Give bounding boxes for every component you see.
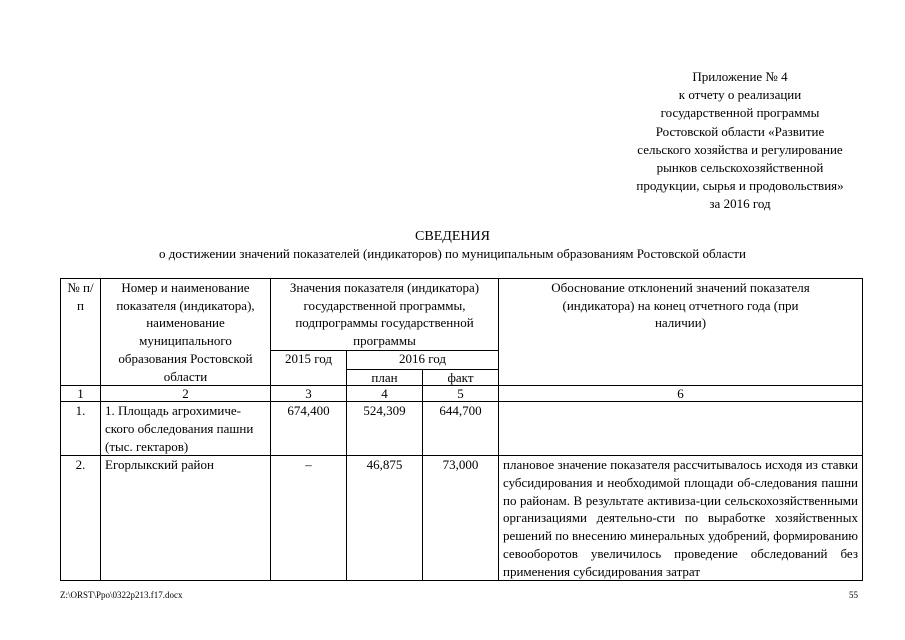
footer-file-path: Z:\ORST\Ppo\0322p213.f17.docx [60, 590, 183, 600]
header-values-group: Значения показателя (индикатора) государственной программы, подпрограммы государственной программы [271, 279, 499, 351]
document-subtitle: о достижении значений показателей (индикаторов) по муниципальным образованиям Ростовской области [159, 246, 746, 261]
header-num: № п/п [61, 279, 101, 386]
header-plan: план [347, 370, 423, 386]
column-number: 2 [101, 386, 271, 402]
row-value-2015: – [271, 456, 347, 581]
row-num: 2. [61, 456, 101, 581]
appendix-line: за 2016 год [709, 196, 771, 212]
header-fact: факт [423, 370, 499, 386]
column-number: 3 [271, 386, 347, 402]
header-year-2016: 2016 год [347, 350, 499, 369]
appendix-line: государственной программы [660, 105, 820, 121]
row-fact: 644,700 [423, 402, 499, 456]
column-number-row [61, 386, 863, 402]
column-number: 6 [499, 386, 863, 402]
row-value-2015: 674,400 [271, 402, 347, 456]
row-name: Егорлыкский район [101, 456, 271, 581]
header-year-2015: 2015 год [271, 350, 347, 385]
appendix-line: сельского хозяйства и регулирование [637, 141, 843, 157]
footer-page-number: 55 [849, 590, 858, 600]
row-justification [499, 402, 863, 456]
header-name: Номер и наименование показателя (индикатора), наименование муниципального образования Ростовской области [101, 279, 271, 386]
column-number: 5 [423, 386, 499, 402]
appendix-line: рынков сельскохозяйственной [656, 160, 824, 176]
appendix-header [610, 68, 870, 214]
row-plan: 524,309 [347, 402, 423, 456]
table-row [61, 456, 863, 581]
appendix-line: к отчету о реализации [678, 87, 802, 103]
row-fact: 73,000 [423, 456, 499, 581]
table-row [61, 402, 863, 456]
row-plan: 46,875 [347, 456, 423, 581]
row-justification: плановое значение показателя рассчитывалось исходя из ставки субсидирования и необходимой площади об-следования пашни по районам. В результате активиза-ции сельскохозяйственными организациями деятельно-сти по выработке хозяйственных решений по внесению минеральных удобрений, формированию севооборотов увеличилось проведение обследований без применения субсидирования затрат [499, 456, 863, 581]
indicators-table [60, 278, 863, 581]
document-title: СВЕДЕНИЯ [415, 229, 490, 244]
column-number: 4 [347, 386, 423, 402]
appendix-line: Ростовской области «Развитие [655, 123, 825, 139]
header-justification: Обоснование отклонений значений показателя (индикатора) на конец отчетного года (при наличии) [499, 279, 863, 386]
appendix-line: Приложение № 4 [692, 69, 788, 84]
column-number: 1 [61, 386, 101, 402]
row-name: 1. Площадь агрохимиче-ского обследования пашни (тыс. гектаров) [101, 402, 271, 456]
row-num: 1. [61, 402, 101, 456]
header-row [61, 279, 863, 351]
appendix-line: продукции, сырья и продовольствия» [636, 178, 844, 194]
